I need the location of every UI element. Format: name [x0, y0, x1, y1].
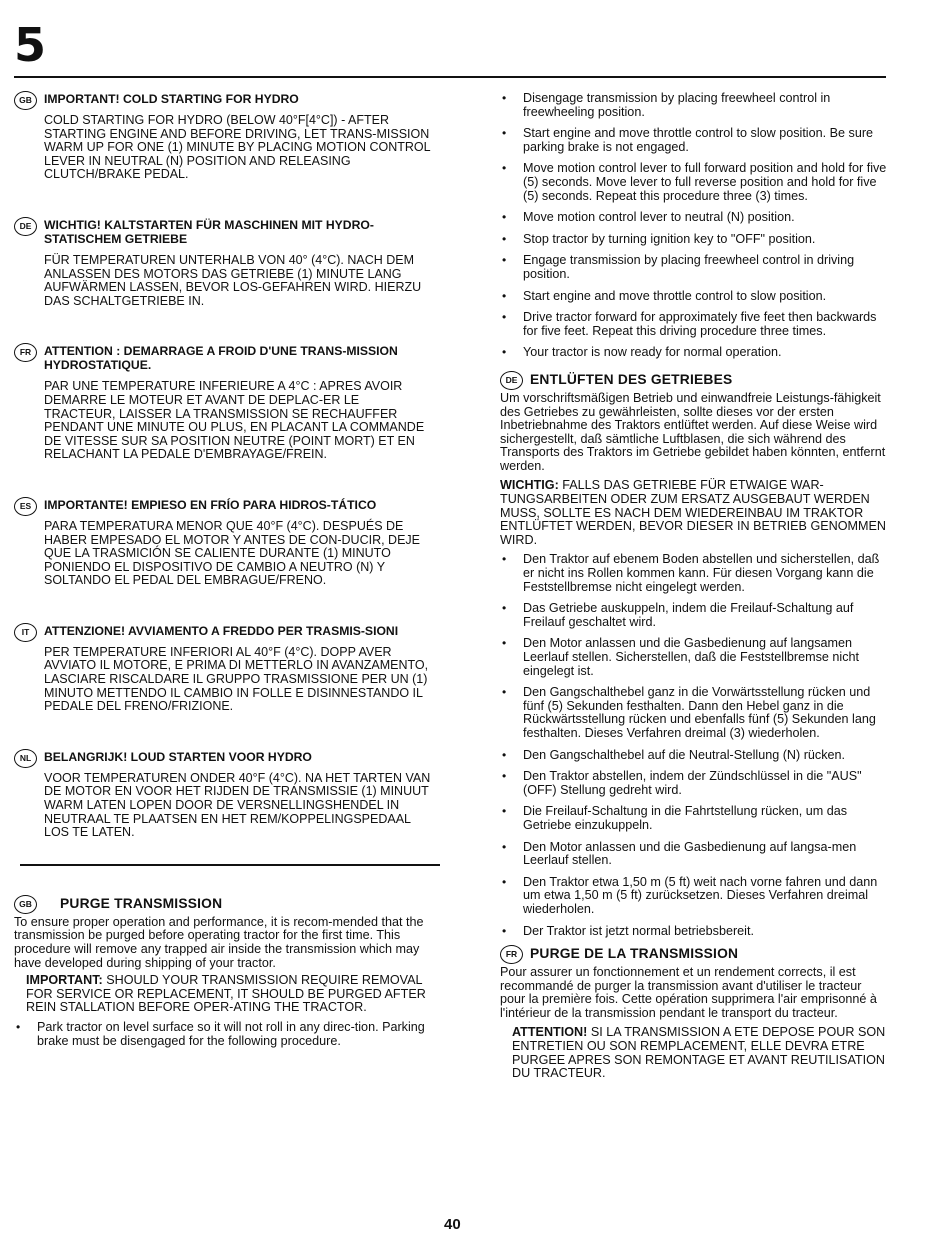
cold-start-gb: [14, 92, 432, 182]
section-body: PER TEMPERATURE INFERIORI AL 40°F (4°C). DOPP AVER AVVIATO IL MOTORE, E PRIMA DI METTERLO IN AVANZAMENTO, LASCIARE RISCALDARE IL GRUPPO TRASMISSIONE PER UN (1) MINUTO METTENDO IL CAMBIO IN FOLLE E DISINNESTANDO IL PEDALE DEL FRENO/FRIZIONE.: [44, 644, 429, 714]
cold-start-nl: [14, 750, 432, 840]
cold-start-it: [14, 624, 432, 714]
cold-start-es: [14, 498, 432, 588]
purge-gb: [14, 896, 432, 1048]
list-item: • Disengage transmission by placing freewheel control in freewheeling position.: [500, 92, 888, 119]
purge-steps-list-continued: [500, 92, 888, 360]
cold-start-de: [14, 218, 432, 308]
language-flag-icon: GB: [14, 91, 37, 110]
list-item: • Den Motor anlassen und die Gasbedienung auf langsa-men Leerlauf stellen.: [500, 841, 888, 868]
language-flag-icon: DE: [500, 371, 523, 390]
section-title: ATTENTION : DEMARRAGE A FROID D'UNE TRANS-MISSION HYDROSTATIQUE.: [44, 344, 398, 373]
important-text: SI LA TRANSMISSION A ETE DEPOSE POUR SON ENTRETIEN OU SON REMPLACEMENT, ELLE DEVRA ETRE PURGEE APRES SON REMONTAGE ET AVANT REUTILISATION DU TRACTEUR.: [512, 1025, 886, 1081]
chapter-number: 5: [14, 18, 46, 72]
list-item: • Engage transmission by placing freewheel control in driving position.: [500, 254, 888, 281]
list-item: • Den Traktor etwa 1,50 m (5 ft) weit nach vorne fahren und dann um etwa 1,50 m (5 ft) zurücksetzen. Dieses Verfahren dreimal wiederholen.: [500, 876, 888, 917]
section-body: PARA TEMPERATURA MENOR QUE 40°F (4°C). DESPUÉS DE HABER EMPESADO EL MOTOR Y ANTES DE CON-DUCIR, DEJE QUE LA TRASMICIÓN SE CALIENTE DURANTE (1) MINUTO PONIENDO EL DISPOSITIVO DE CAMBIO A NEUTRO (N) Y SOLTANDO EL PEDAL DEL EMBRAGUE/FRENO.: [44, 518, 421, 588]
purge-intro: To ensure proper operation and performance, it is recom-mended that the transmission be purged before operating tractor for the first time. This procedure will remove any trapped air inside the transmission which may have developed during shipping of your tractor.: [14, 914, 424, 970]
section-title: ENTLÜFTEN DES GETRIEBES: [530, 371, 733, 387]
right-column: [500, 92, 888, 1081]
section-title: ATTENZIONE! AVVIAMENTO A FREDDO PER TRASMIS-SIONI: [44, 623, 399, 638]
section-body: VOOR TEMPERATUREN ONDER 40°F (4°C). NA HET TARTEN VAN DE MOTOR EN VOOR HET RIJDEN DE TRANSMISSIE (1) MINUUT WARM LATEN LOPEN DOOR DE VERSNELLINGSHENDEL IN NEUTRAAL TE PLAATSEN EN HET REM/KOPPELINGSPEDAAL LOS TE LATEN.: [44, 770, 431, 840]
header-rule: [14, 76, 886, 78]
list-item: • Den Gangschalthebel auf die Neutral-Stellung (N) rücken.: [500, 749, 888, 763]
list-item: • Den Traktor auf ebenem Boden abstellen und sicherstellen, daß er nicht ins Rollen kommen kann. Für diesen Vorgang kann die Feststellbremse nicht eingelegt werden.: [500, 553, 888, 594]
section-title: BELANGRIJK! LOUD STARTEN VOOR HYDRO: [44, 749, 312, 764]
language-flag-icon: NL: [14, 749, 37, 768]
section-title: PURGE DE LA TRANSMISSION: [530, 946, 739, 962]
language-flag-icon: DE: [14, 217, 37, 236]
list-item: • Das Getriebe auskuppeln, indem die Freilauf-Schaltung auf Freilauf geschaltet wird.: [500, 602, 888, 629]
list-item: • Den Motor anlassen und die Gasbedienung auf langsamen Leerlauf stellen. Sicherstellen, daß die Feststellbremse nicht eingelegt ist.: [500, 637, 888, 678]
section-title: IMPORTANT! COLD STARTING FOR HYDRO: [44, 92, 299, 106]
list-item: • Start engine and move throttle control to slow position.: [500, 290, 888, 304]
left-column: [14, 92, 432, 1056]
list-item: • Your tractor is now ready for normal operation.: [500, 346, 888, 360]
section-divider: [20, 864, 440, 866]
purge-intro: Um vorschriftsmäßigen Betrieb und einwandfreie Leistungs-fähigkeit des Getriebes zu gewährleisten, sollte dieses vor der ersten Inbetriebnahme des Traktors entlüftet werden. Auf diese Weise wird sichergestellt, daß sämtliche Luftblasen, die sich während des Transports des Traktors im Getriebe gebildet haben könnten, entfernt werden.: [500, 390, 886, 473]
purge-important: [512, 1026, 888, 1080]
list-item: • Start engine and move throttle control to slow position. Be sure parking brake is not engaged.: [500, 127, 888, 154]
language-flag-icon: FR: [500, 945, 523, 964]
purge-important: [500, 479, 888, 547]
list-item: • Den Traktor abstellen, indem der Zündschlüssel in die "AUS" (OFF) Stellung gedreht wird.: [500, 770, 888, 797]
language-flag-icon: GB: [14, 895, 37, 914]
section-title: WICHTIG! KALTSTARTEN FÜR MASCHINEN MIT HYDRO-STATISCHEM GETRIEBE: [44, 217, 374, 246]
purge-steps-list: [14, 1021, 432, 1048]
section-body: COLD STARTING FOR HYDRO (BELOW 40°F[4°C]) - AFTER STARTING ENGINE AND BEFORE DRIVING, LET TRANS-MISSION WARM UP FOR ONE (1) MINUTE BY PLACING MOTION CONTROL LEVER IN NEUTRAL (N) POSITION AND RELEASING CLUTCH/BRAKE PEDAL.: [44, 113, 431, 182]
purge-de: [500, 372, 888, 938]
list-item: • Drive tractor forward for approximately five feet then backwards for five feet. Repeat this driving procedure three times.: [500, 311, 888, 338]
cold-start-fr: [14, 344, 432, 462]
list-item: • Move motion control lever to neutral (N) position.: [500, 211, 888, 225]
section-title: PURGE TRANSMISSION: [60, 895, 223, 911]
important-text: FALLS DAS GETRIEBE FÜR ETWAIGE WAR-TUNGSARBEITEN ODER ZUM ERSATZ AUSGEBAUT WERDEN MUSS, SOLLTE ES NACH DEM WIEDEREINBAU IM TRAKTOR ENTLÜFTET WERDEN, BEVOR DIESER IN BETRIEB GENOMMEN WIRD.: [500, 478, 887, 547]
section-title: IMPORTANTE! EMPIESO EN FRÍO PARA HIDROS-TÁTICO: [44, 497, 377, 512]
list-item: • Stop tractor by turning ignition key to "OFF" position.: [500, 233, 888, 247]
list-item: • Die Freilauf-Schaltung in die Fahrtstellung rücken, um das Getriebe einzukuppeln.: [500, 805, 888, 832]
important-text: SHOULD YOUR TRANSMISSION REQUIRE REMOVAL FOR SERVICE OR REPLACEMENT, IT SHOULD BE PURGED AFTER REIN STALLATION BEFORE OPER-ATING THE TRACTOR.: [26, 973, 426, 1015]
list-item: • Den Gangschalthebel ganz in die Vorwärtsstellung rücken und fünf (5) Sekunden festhalten. Dann den Hebel ganz in die Rückwärtsstellung rücken und ebenfalls fünf (5) Sekunden lang festhalten. Dieses Verfahren dreimal (3) wiederholen.: [500, 686, 888, 740]
purge-steps-list: [500, 553, 888, 938]
list-item: • Move motion control lever to full forward position and hold for five (5) seconds. Move lever to full reverse position and hold for five (5) seconds. Repeat this procedure three (3) times.: [500, 162, 888, 203]
language-flag-icon: ES: [14, 497, 37, 516]
section-body: PAR UNE TEMPERATURE INFERIEURE A 4°C : APRES AVOIR DEMARRE LE MOTEUR ET AVANT DE DEPLAC-ER LE TRACTEUR, LAISSER LA TRANSMISSION SE RECHAUFFER PENDANT UNE MINUTE OU PLUS, EN PLACANT LA COMMANDE DE VITESSE SUR SA POSITION NEUTRE (POINT MORT) ET EN RELACHANT LA PEDALE D'EMBRAYAGE/FREIN.: [44, 379, 425, 462]
important-label: ATTENTION!: [512, 1025, 588, 1040]
purge-fr: [500, 946, 888, 1081]
important-label: WICHTIG:: [500, 478, 559, 493]
list-item: • Der Traktor ist jetzt normal betriebsbereit.: [500, 925, 888, 939]
section-body: FÜR TEMPERATUREN UNTERHALB VON 40° (4°C). NACH DEM ANLASSEN DES MOTORS DAS GETRIEBE (1) MINUTE LANG AUFWÄRMEN LASSEN, BEVOR LOS-GEFAHREN WIRD. HIERZU DAS SCHALTGETRIEBE IN.: [44, 252, 422, 308]
page-number: 40: [444, 1216, 461, 1233]
language-flag-icon: IT: [14, 623, 37, 642]
list-item: • Park tractor on level surface so it will not roll in any direc-tion. Parking brake must be disengaged for the following procedure.: [14, 1021, 432, 1048]
language-flag-icon: FR: [14, 343, 37, 362]
purge-important: [26, 974, 432, 1015]
purge-intro: Pour assurer un fonctionnement et un rendement corrects, il est recommandé de purger la transmission avant d'utiliser le tracteur pour la première fois. Cette opération supprimera l'air emprisonné à l'intérieur de la transmission pendant le transport du tracteur.: [500, 965, 877, 1020]
important-label: IMPORTANT:: [26, 973, 103, 988]
